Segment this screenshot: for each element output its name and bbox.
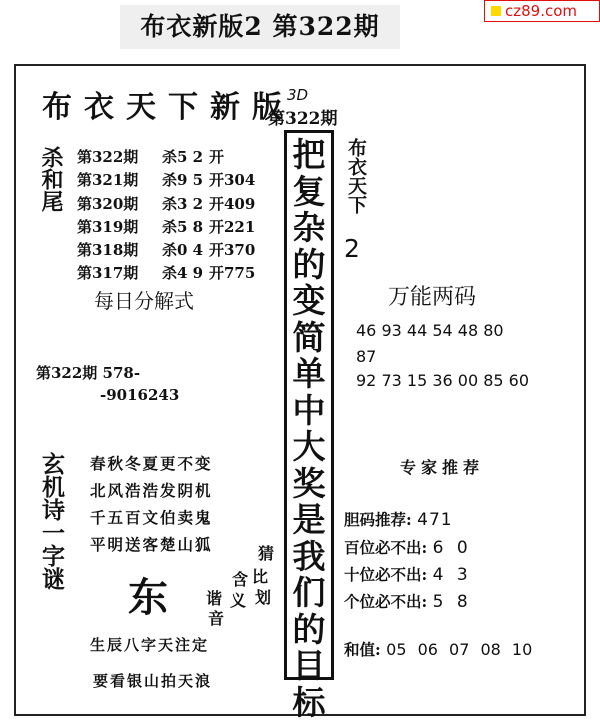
guess-word: 猜 [258,544,275,563]
row-issue: 第321期 [77,171,139,190]
badge-square-icon [491,6,501,16]
slogan-char: 单 [292,354,326,393]
row-issue: 第322期 [77,148,139,166]
wanneng-line: 92 73 15 36 00 85 60 [356,371,530,390]
row-kill: 杀0 4 [162,241,204,260]
slogan-char: 中 [292,390,326,430]
page-title: 布衣新版2 第322期 [120,5,400,49]
slogan-char: 把 [292,135,326,174]
poem-line: 千五百文伯卖鬼 [90,508,213,527]
slogan-char: 杂 [292,208,326,247]
kill-tail-label: 杀和尾 [38,146,64,212]
right-brand: 布衣天下 [345,138,367,214]
issue-label: 第322期 [268,109,338,129]
row-issue: 第320期 [77,194,139,213]
poem [90,450,213,558]
poem-label: 玄机诗一字谜 [38,452,65,590]
slogan-char: 简 [292,317,326,357]
brand-title: 布衣天下新版 [42,90,294,125]
slogan-char: 我 [292,536,326,576]
danma-row [344,508,453,530]
poem-line: 北风浩浩发阴机 [90,481,213,500]
shi-label: 十位必不出: [344,565,428,584]
bai-value: 6 0 [432,538,472,558]
answer-char: 东 [128,574,168,621]
slogan-char: 复 [292,171,326,211]
row-open: 开 [209,148,225,166]
slogan-char: 目 [292,646,326,685]
shi-row [344,563,472,585]
right-brand-number: 2 [344,234,360,263]
daily-title: 每日分解式 [94,289,194,313]
row-open: 开304 [209,171,256,190]
decompose-line1: 第322期 578- [36,364,141,382]
row-open: 开775 [209,264,256,283]
slogan-char: 的 [292,609,326,649]
slogan-char: 的 [292,244,326,284]
row-kill: 杀5 8 [162,217,204,236]
guess-word: 含 [232,570,249,589]
danma-value: 471 [417,510,453,530]
slogan-char: 奖 [292,463,326,503]
wanneng-line: 46 93 44 54 48 80 [356,321,504,340]
guess-word: 义 [230,591,247,610]
shi-value: 4 3 [432,565,472,585]
poem-line: 春秋冬夏更不变 [90,454,213,473]
footer-line1: 生辰八字天注定 [90,636,210,654]
row-kill: 杀3 2 [162,194,204,213]
row-kill: 杀5 2 [162,148,204,166]
wanneng-title: 万能两码 [388,285,477,310]
footer-line2: 要看银山拍天浪 [93,672,213,690]
decompose-line2: -9016243 [100,386,180,404]
row-open: 开221 [209,217,256,236]
bai-label: 百位必不出: [344,538,428,557]
expert-title: 专家推荐 [400,458,485,477]
guess-word: 比 [252,567,269,586]
slogan-char: 大 [292,427,326,466]
slogan-text [285,136,333,720]
danma-label: 胆码推荐: [344,510,412,529]
slogan-char: 是 [292,500,326,539]
slogan-char: 变 [292,281,326,320]
site-badge-text: cz89.com [505,2,578,20]
guess-word: 划 [255,588,272,607]
row-open: 开370 [209,241,256,260]
row-kill: 杀9 5 [162,171,204,190]
ge-value: 5 8 [432,592,472,612]
row-issue: 第319期 [77,217,139,236]
sum-row [344,638,532,660]
site-badge[interactable] [484,0,600,22]
slogan-char: 标 [292,682,326,722]
sum-value: 05 06 07 08 10 [386,640,533,659]
wanneng-line: 87 [356,347,377,366]
guess-word: 音 [208,609,225,628]
tag-3d: 3D [287,86,309,104]
poem-line: 平明送客楚山狐 [90,535,213,554]
bai-row [344,536,472,558]
slogan-char: 们 [292,573,326,612]
guess-word: 谐 [206,589,223,608]
sum-label: 和值: [344,640,381,659]
row-issue: 第317期 [77,264,139,283]
ge-label: 个位必不出: [344,592,428,611]
row-issue: 第318期 [77,241,139,260]
row-kill: 杀4 9 [162,264,204,283]
ge-row [344,590,472,612]
row-open: 开409 [209,194,256,213]
